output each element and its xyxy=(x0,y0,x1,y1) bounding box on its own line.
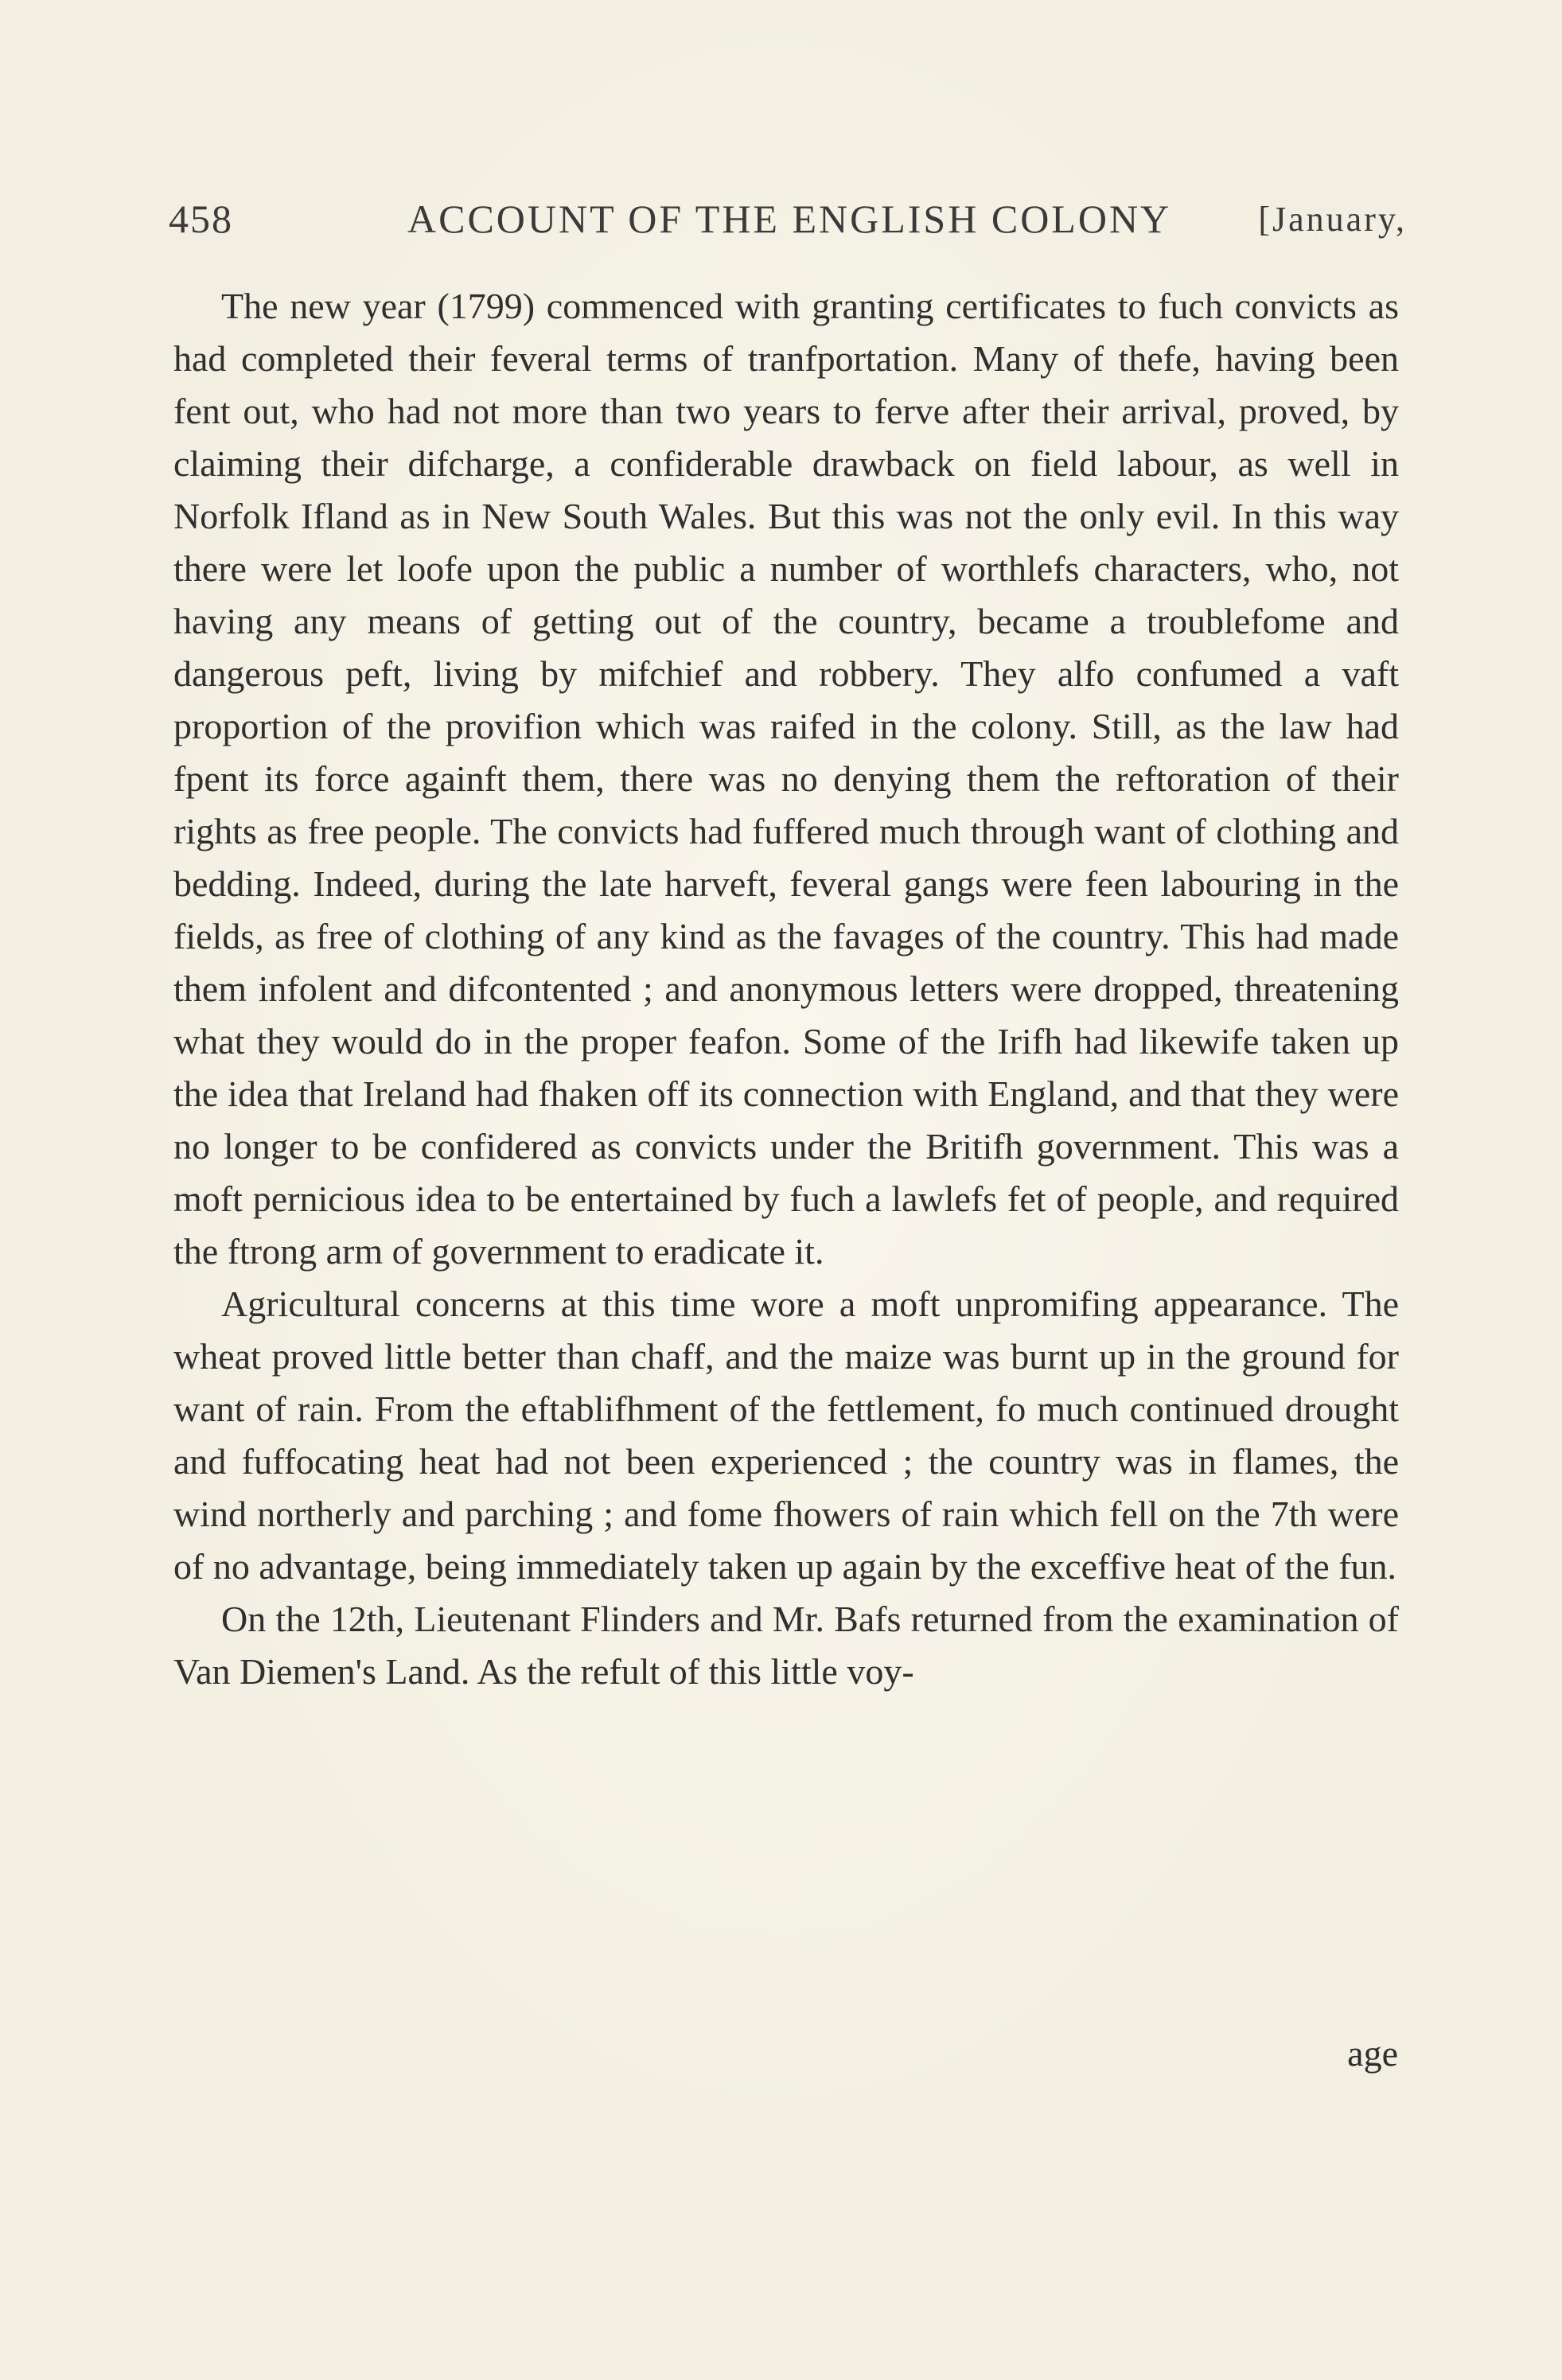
body-text xyxy=(173,280,1399,1698)
catchword: age xyxy=(1347,2033,1398,2074)
running-date: [January, xyxy=(1258,200,1407,239)
paragraph: On the 12th, Lieutenant Flinders and Mr. Bafs returned from the examination of Van Diemen's Land. As the refult of this little voy- xyxy=(173,1599,1399,1692)
running-header xyxy=(169,196,1407,251)
running-title: ACCOUNT OF THE ENGLISH COLONY xyxy=(407,197,1172,241)
paragraph: The new year (1799) commenced with granting certificates to fuch convicts as had completed their feveral terms of tranfportation. Many of thefe, having been fent out, who had not more than two years to ferve after their arrival, proved, by claiming their difcharge, a confiderable drawback on field labour, as well in Norfolk Ifland as in New South Wales. But this was not the only evil. In this way there were let loofe upon the public a number of worthlefs characters, who, not having any means of getting out of the country, became a troublefome and dangerous peft, living by mifchief and robbery. They alfo confumed a vaft proportion of the provifion which was raifed in the colony. Still, as the law had fpent its force againft them, there was no denying them the reftoration of their rights as free people. The convicts had fuffered much through want of clothing and bedding. Indeed, during the late harveft, feveral gangs were feen labouring in the fields, as free of clothing of any kind as the favages of the country. This had made them infolent and difcontented ; and anonymous letters were dropped, threatening what they would do in the proper feafon. Some of the Irifh had likewife taken up the idea that Ireland had fhaken off its connection with England, and that they were no longer to be confidered as convicts under the Britifh government. This was a moft pernicious idea to be entertained by fuch a lawlefs fet of people, and required the ftrong arm of government to eradicate it. xyxy=(173,286,1399,1272)
page-number: 458 xyxy=(169,197,233,241)
paragraph: Agricultural concerns at this time wore a moft unpromifing appearance. The wheat proved little better than chaff, and the maize was burnt up in the ground for want of rain. From the eftablifhment of the fettlement, fo much continued drought and fuffocating heat had not been experienced ; the country was in flames, the wind northerly and parching ; and fome fhowers of rain which fell on the 7th were of no advantage, being immediately taken up again by the exceffive heat of the fun. xyxy=(173,1283,1399,1587)
